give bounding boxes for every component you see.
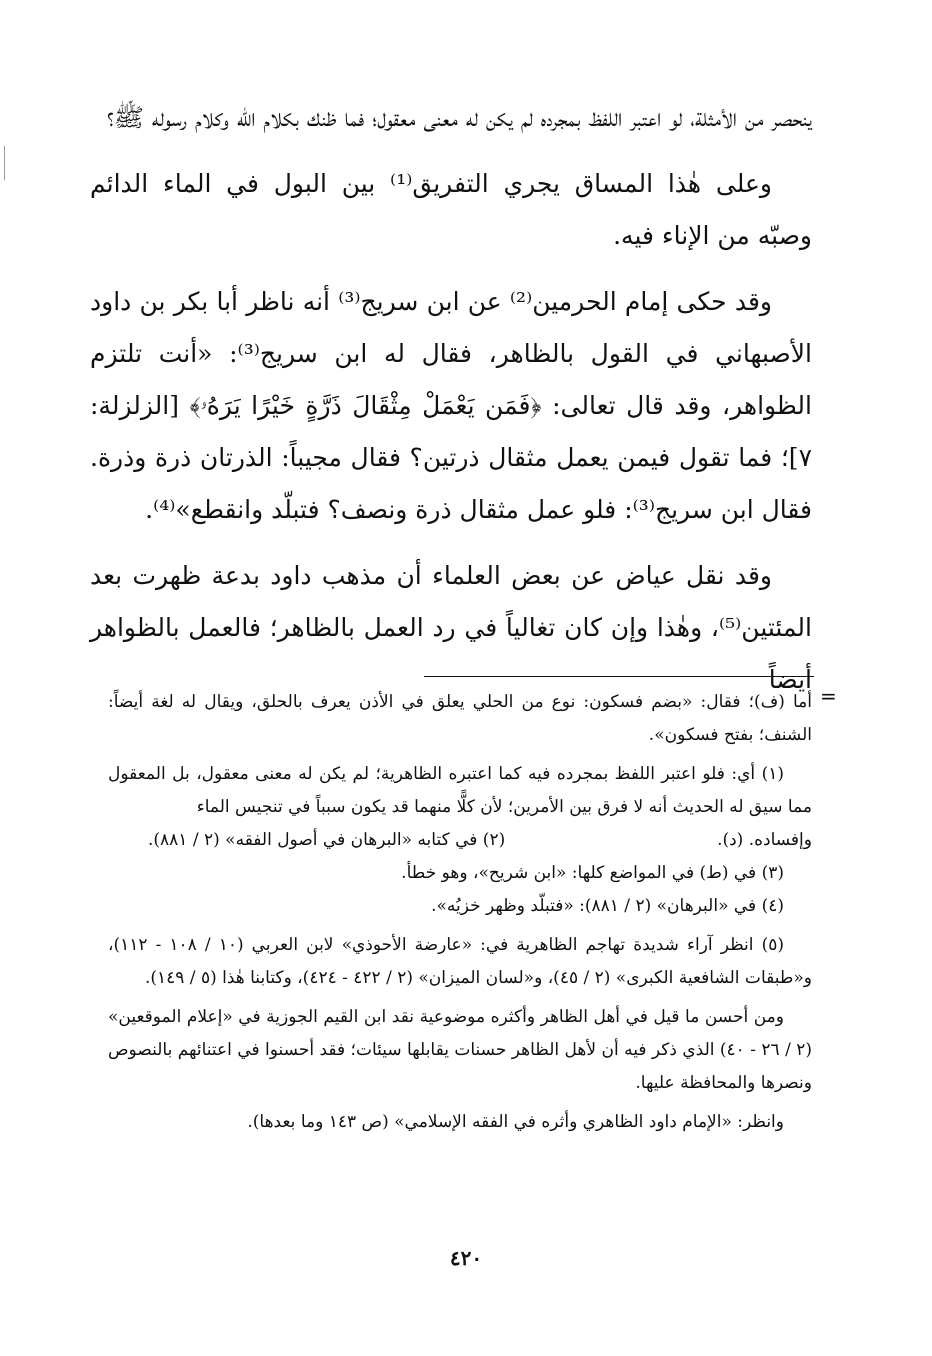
paragraph-1: ينحصر من الأمثلة، لو اعتبر اللفظ بمجرده لم يكن له معنى معقول؛ فما ظنك بكلام الله وكلام رسوله ﷺ؟: [106, 103, 812, 132]
footnote-separator: [424, 676, 814, 677]
paragraph-2: وعلى هٰذا المساق يجري التفريق⁽¹⁾ بين البول في الماء الدائم وصبّه من الإناء فيه.: [90, 169, 812, 250]
footnotes: [108, 686, 812, 1145]
footnote-row: [108, 824, 812, 857]
footnote-4: (٤) في «البرهان» (٢ / ٨٨١): «فتبلّد وظهر خزيُه».: [431, 896, 784, 916]
footnote-continuation: أما (ف)؛ فقال: «بضم فسكون: نوع من الحلي يعلق في الأذن يعرف بالحلق، ويقال له لغة أيضاً: الشنف؛ بفتح فسكون».: [108, 692, 812, 745]
paragraph-3: وقد حكى إمام الحرمين⁽²⁾ عن ابن سريج⁽³⁾ أنه ناظر أبا بكر بن داود الأصبهاني في القول بالظاهر، فقال له ابن سريج⁽³⁾: «أنت تلتزم الظواهر، وقد قال تعالى: ﴿فَمَن يَعْمَلْ مِثْقَالَ ذَرَّةٍ خَيْرًا يَرَهُۥ﴾ [الزلزلة: ٧]؛ فما تقول فيمن يعمل مثقال ذرتين؟ فقال مجيباً: الذرتان ذرة وذرة. فقال ابن سريج⁽³⁾: فلو عمل مثقال ذرة ونصف؟ فتبلّد وانقطع»⁽⁴⁾.: [90, 287, 812, 524]
paragraph-4: وقد نقل عياض عن بعض العلماء أن مذهب داود بدعة ظهرت بعد المئتين⁽⁵⁾، وهٰذا وإن كان تغالياً في رد العمل بالظاهر؛ فالعمل بالظواهر أيضاً: [90, 561, 812, 694]
footnote-5-c: وانظر: «الإمام داود الظاهري وأثره في الفقه الإسلامي» (ص ١٤٣ وما بعدها).: [247, 1112, 784, 1132]
footnote-1: (١) أي: فلو اعتبر اللفظ بمجرده فيه كما اعتبره الظاهرية؛ لم يكن له معنى معقول، بل المعقول مما سيق له الحديث أنه لا فرق بين الأمرين؛ لأن كلًّا منهما قد يكون سبباً في تنجيس الماء: [108, 764, 812, 817]
continuation-mark: =: [820, 684, 837, 708]
footnote-3: (٣) في (ط) في المواضع كلها: «ابن شريح»، وهو خطأ.: [401, 863, 784, 883]
main-text: [90, 92, 812, 720]
footnote-5-b: ومن أحسن ما قيل في أهل الظاهر وأكثره موضوعية نقد ابن القيم الجوزية في «إعلام الموقعين» (٢ / ٢٦ - ٤٠) الذي ذكر فيه أن لأهل الظاهر حسنات يقابلها سيئات؛ فقد أحسنوا في اعتنائهم بالنصوص ونصرها والمحافظة عليها.: [108, 1007, 812, 1093]
page-number: ٤٢٠: [449, 1246, 483, 1270]
footnote-2: (٢) في كتابه «البرهان في أصول الفقه» (٢ / ٨٨١).: [148, 830, 506, 850]
footnote-1-end: وإفساده. (د).: [717, 830, 812, 850]
margin-mark: [4, 146, 5, 180]
footnote-5: (٥) انظر آراء شديدة تهاجم الظاهرية في: «عارضة الأحوذي» لابن العربي (١٠ / ١٠٨ - ١١٢)، و«طبقات الشافعية الكبرى» (٢ / ٤٥)، و«لسان الميزان» (٢ / ٤٢٢ - ٤٢٤)، وكتابنا هٰذا (٥ / ١٤٩).: [108, 935, 812, 988]
